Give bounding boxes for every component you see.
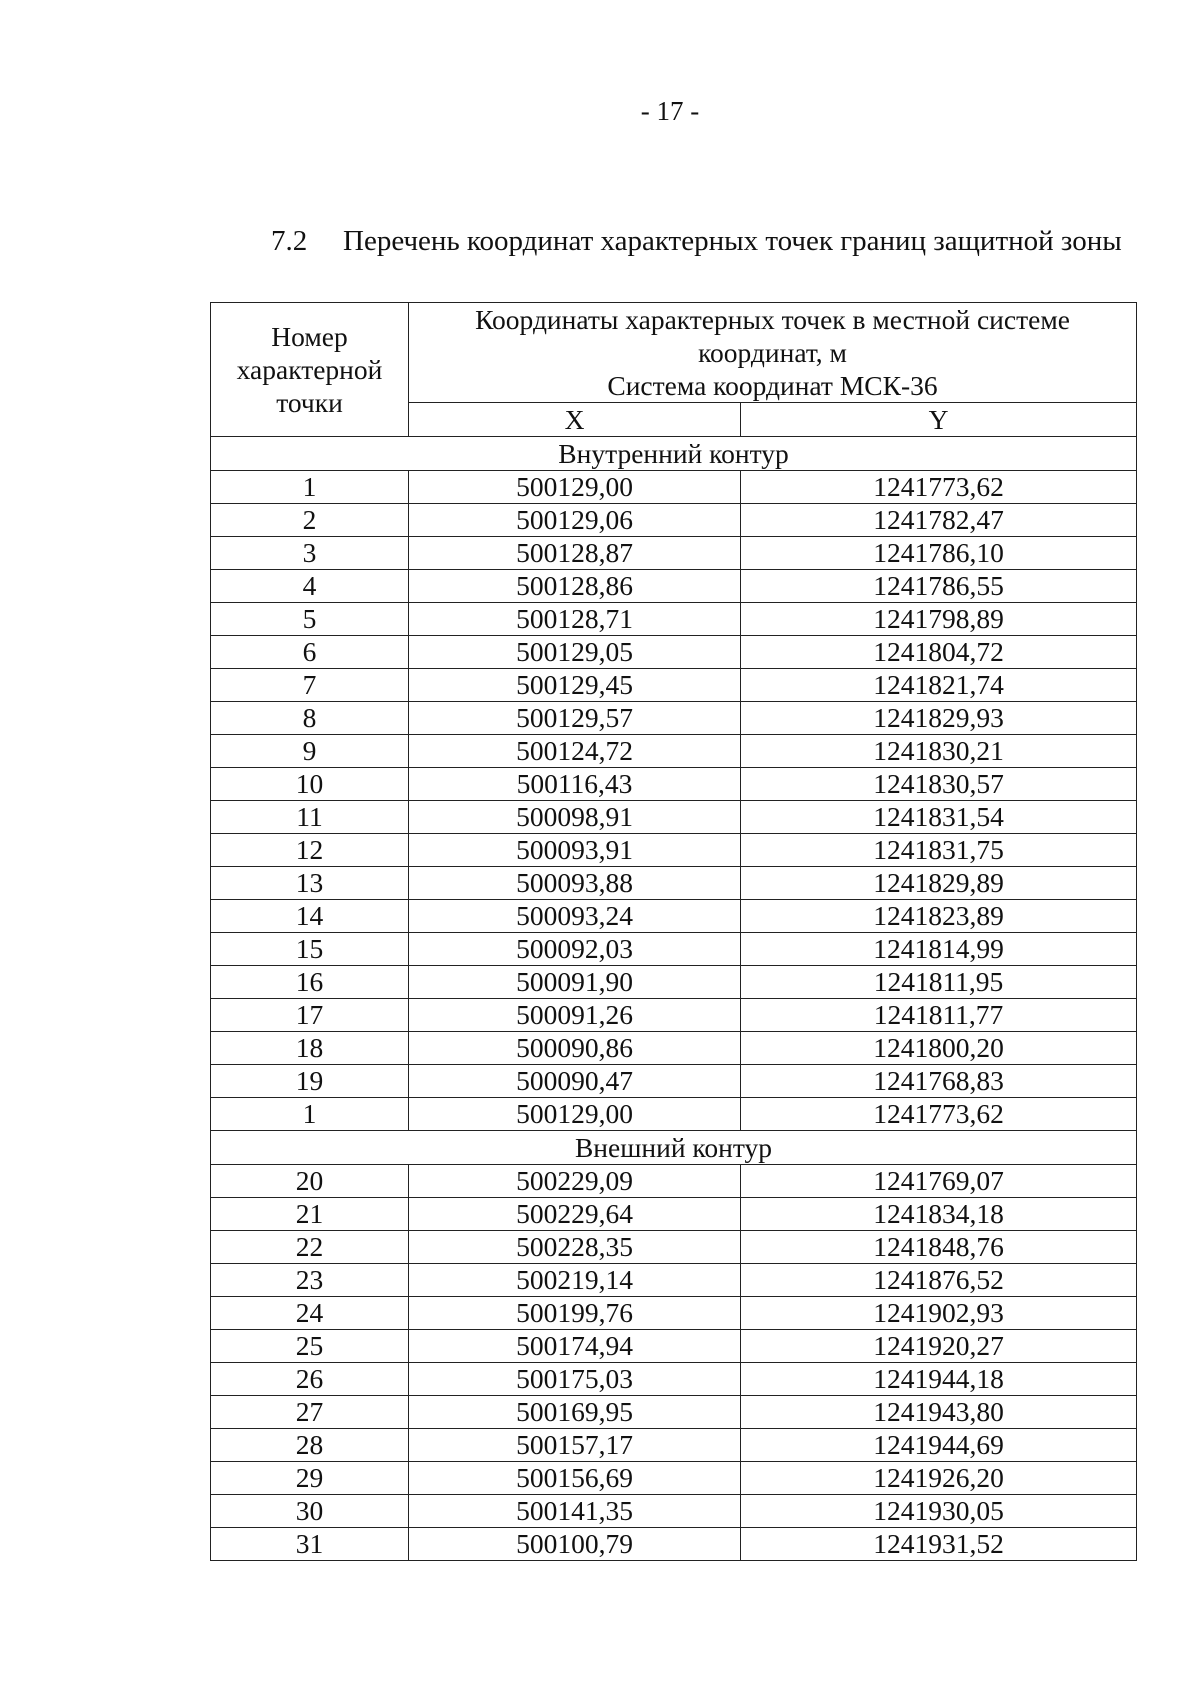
table-row: [211, 1528, 1137, 1561]
coordinates-header-line: координат, м: [698, 337, 847, 368]
point-number-cell: 21: [211, 1198, 409, 1231]
point-number-cell: 28: [211, 1429, 409, 1462]
table-row: [211, 537, 1137, 570]
point-number-cell: 24: [211, 1297, 409, 1330]
point-number-header-line: Номер: [271, 321, 348, 352]
y-coordinate-cell: 1241930,05: [741, 1495, 1137, 1528]
table-row: [211, 1363, 1137, 1396]
x-coordinate-cell: 500157,17: [409, 1429, 741, 1462]
point-number-cell: 1: [211, 471, 409, 504]
point-number-cell: 7: [211, 669, 409, 702]
table-row: [211, 867, 1137, 900]
point-number-cell: 17: [211, 999, 409, 1032]
table-row: [211, 603, 1137, 636]
y-coordinate-cell: 1241831,54: [741, 801, 1137, 834]
coordinates-header-line: Система координат МСК-36: [607, 370, 938, 401]
point-number-cell: 31: [211, 1528, 409, 1561]
y-coordinate-cell: 1241876,52: [741, 1264, 1137, 1297]
y-coordinate-cell: 1241931,52: [741, 1528, 1137, 1561]
point-number-cell: 5: [211, 603, 409, 636]
y-coordinate-cell: 1241831,75: [741, 834, 1137, 867]
point-number-cell: 12: [211, 834, 409, 867]
y-coordinate-cell: 1241769,07: [741, 1165, 1137, 1198]
page-number: - 17 -: [640, 96, 700, 126]
x-coordinate-cell: 500098,91: [409, 801, 741, 834]
x-coordinate-cell: 500229,64: [409, 1198, 741, 1231]
table-row: [211, 1495, 1137, 1528]
table-row: [211, 801, 1137, 834]
y-coordinate-cell: 1241944,18: [741, 1363, 1137, 1396]
point-number-cell: 13: [211, 867, 409, 900]
y-coordinate-cell: 1241848,76: [741, 1231, 1137, 1264]
table-row: [211, 1231, 1137, 1264]
coordinates-table: [210, 302, 1137, 1561]
x-coordinate-cell: 500156,69: [409, 1462, 741, 1495]
table-row: [211, 768, 1137, 801]
x-coordinate-cell: 500090,47: [409, 1065, 741, 1098]
section-title: Перечень координат характерных точек границ защитной зоны: [343, 225, 1122, 257]
point-number-cell: 4: [211, 570, 409, 603]
x-coordinate-cell: 500129,00: [409, 471, 741, 504]
point-number-cell: 29: [211, 1462, 409, 1495]
x-coordinate-cell: 500092,03: [409, 933, 741, 966]
x-coordinate-cell: 500141,35: [409, 1495, 741, 1528]
table-row: [211, 834, 1137, 867]
table-row: [211, 1165, 1137, 1198]
point-number-cell: 8: [211, 702, 409, 735]
outer-contour-title: Внешний контур: [211, 1131, 1137, 1165]
table-row: [211, 966, 1137, 999]
point-number-cell: 10: [211, 768, 409, 801]
table-row: [211, 669, 1137, 702]
table-row: [211, 1098, 1137, 1131]
y-coordinate-cell: 1241830,57: [741, 768, 1137, 801]
table-row: [211, 1297, 1137, 1330]
point-number-cell: 22: [211, 1231, 409, 1264]
table-row: [211, 1462, 1137, 1495]
outer-contour-title-row: [211, 1131, 1137, 1165]
section-number: 7.2: [271, 225, 308, 257]
y-coordinate-cell: 1241926,20: [741, 1462, 1137, 1495]
point-number-header-line: характерной: [236, 354, 383, 385]
x-coordinate-cell: 500219,14: [409, 1264, 741, 1297]
point-number-cell: 26: [211, 1363, 409, 1396]
point-number-cell: 3: [211, 537, 409, 570]
coordinates-header: [409, 303, 1137, 403]
y-coordinate-cell: 1241782,47: [741, 504, 1137, 537]
x-coordinate-cell: 500228,35: [409, 1231, 741, 1264]
x-coordinate-cell: 500129,57: [409, 702, 741, 735]
x-coordinate-cell: 500128,86: [409, 570, 741, 603]
table-row: [211, 1065, 1137, 1098]
y-coordinate-cell: 1241773,62: [741, 471, 1137, 504]
x-coordinate-cell: 500129,45: [409, 669, 741, 702]
point-number-cell: 11: [211, 801, 409, 834]
table-row: [211, 999, 1137, 1032]
y-coordinate-cell: 1241829,93: [741, 702, 1137, 735]
y-coordinate-cell: 1241804,72: [741, 636, 1137, 669]
y-coordinate-cell: 1241811,95: [741, 966, 1137, 999]
x-coordinate-cell: 500093,88: [409, 867, 741, 900]
point-number-cell: 27: [211, 1396, 409, 1429]
y-coordinate-cell: 1241798,89: [741, 603, 1137, 636]
point-number-header-line: точки: [276, 387, 343, 418]
point-number-cell: 16: [211, 966, 409, 999]
y-coordinate-cell: 1241821,74: [741, 669, 1137, 702]
inner-contour-title-row: [211, 437, 1137, 471]
x-coordinate-cell: 500090,86: [409, 1032, 741, 1065]
y-coordinate-cell: 1241786,55: [741, 570, 1137, 603]
x-coordinate-cell: 500093,24: [409, 900, 741, 933]
x-coordinate-cell: 500229,09: [409, 1165, 741, 1198]
x-coordinate-cell: 500091,26: [409, 999, 741, 1032]
point-number-cell: 20: [211, 1165, 409, 1198]
x-coordinate-cell: 500129,06: [409, 504, 741, 537]
y-coordinate-cell: 1241943,80: [741, 1396, 1137, 1429]
y-coordinate-cell: 1241786,10: [741, 537, 1137, 570]
point-number-cell: 9: [211, 735, 409, 768]
table-row: [211, 1396, 1137, 1429]
y-coordinate-cell: 1241944,69: [741, 1429, 1137, 1462]
point-number-cell: 23: [211, 1264, 409, 1297]
y-coordinate-cell: 1241768,83: [741, 1065, 1137, 1098]
inner-contour-title: Внутренний контур: [211, 437, 1137, 471]
point-number-cell: 14: [211, 900, 409, 933]
table-row: [211, 933, 1137, 966]
x-coordinate-cell: 500174,94: [409, 1330, 741, 1363]
table-row: [211, 735, 1137, 768]
point-number-cell: 2: [211, 504, 409, 537]
table-row: [211, 1429, 1137, 1462]
x-coordinate-cell: 500129,05: [409, 636, 741, 669]
y-coordinate-cell: 1241811,77: [741, 999, 1137, 1032]
point-number-cell: 15: [211, 933, 409, 966]
table-row: [211, 1198, 1137, 1231]
y-coordinate-cell: 1241814,99: [741, 933, 1137, 966]
x-coordinate-cell: 500128,87: [409, 537, 741, 570]
y-coordinate-cell: 1241823,89: [741, 900, 1137, 933]
table-row: [211, 471, 1137, 504]
coordinates-table-body: [211, 303, 1137, 1561]
point-number-cell: 1: [211, 1098, 409, 1131]
section-heading: [271, 225, 1122, 258]
column-x-header: X: [409, 403, 741, 437]
point-number-cell: 18: [211, 1032, 409, 1065]
y-coordinate-cell: 1241834,18: [741, 1198, 1137, 1231]
table-header-row: [211, 303, 1137, 403]
point-number-cell: 25: [211, 1330, 409, 1363]
y-coordinate-cell: 1241920,27: [741, 1330, 1137, 1363]
x-coordinate-cell: 500129,00: [409, 1098, 741, 1131]
coordinates-header-line: Координаты характерных точек в местной системе: [475, 304, 1070, 335]
column-y-header: Y: [741, 403, 1137, 437]
x-coordinate-cell: 500093,91: [409, 834, 741, 867]
x-coordinate-cell: 500124,72: [409, 735, 741, 768]
x-coordinate-cell: 500128,71: [409, 603, 741, 636]
point-number-cell: 6: [211, 636, 409, 669]
x-coordinate-cell: 500169,95: [409, 1396, 741, 1429]
table-row: [211, 1264, 1137, 1297]
table-row: [211, 900, 1137, 933]
x-coordinate-cell: 500175,03: [409, 1363, 741, 1396]
table-row: [211, 636, 1137, 669]
y-coordinate-cell: 1241829,89: [741, 867, 1137, 900]
table-row: [211, 504, 1137, 537]
point-number-header: [211, 303, 409, 437]
x-coordinate-cell: 500091,90: [409, 966, 741, 999]
y-coordinate-cell: 1241902,93: [741, 1297, 1137, 1330]
x-coordinate-cell: 500199,76: [409, 1297, 741, 1330]
table-row: [211, 1330, 1137, 1363]
y-coordinate-cell: 1241773,62: [741, 1098, 1137, 1131]
point-number-cell: 30: [211, 1495, 409, 1528]
table-row: [211, 702, 1137, 735]
y-coordinate-cell: 1241830,21: [741, 735, 1137, 768]
table-row: [211, 1032, 1137, 1065]
point-number-cell: 19: [211, 1065, 409, 1098]
x-coordinate-cell: 500100,79: [409, 1528, 741, 1561]
table-row: [211, 570, 1137, 603]
y-coordinate-cell: 1241800,20: [741, 1032, 1137, 1065]
x-coordinate-cell: 500116,43: [409, 768, 741, 801]
